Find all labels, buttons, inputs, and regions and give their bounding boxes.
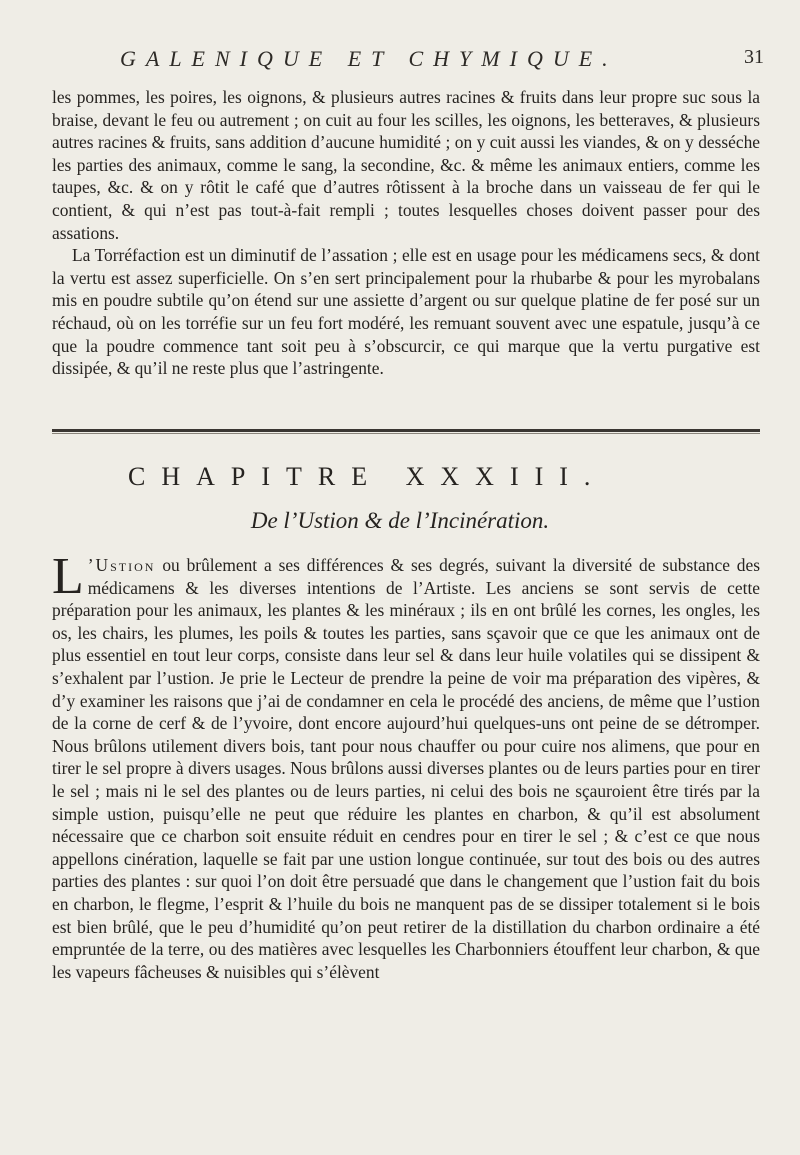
drop-cap: L xyxy=(52,548,84,605)
paragraph-torrefaction: La Torréfaction est un diminutif de l’assation ; elle est en usage pour les médicamens secs, & dont la vertu est assez superficielle. On s’en sert principalement pour la rhubarbe & pour les myrobalans mis en poudre subtile qu’on étend sur une assiette d’argent ou sur quelque platine de fer posé sur un réchaud, où on les torréfie sur un feu fort modéré, les remuant souvent avec une espatule, jusqu’à ce que la poudre commence tant soit peu à s’obscurcir, ce qui marque que la vertu purgative est dissipée, & qu’il ne reste plus que l’astringente. xyxy=(52,245,760,379)
section-divider-thin xyxy=(52,433,760,434)
chapter-body xyxy=(52,548,760,983)
running-title: GALENIQUE ET CHYMIQUE. xyxy=(120,46,618,71)
paragraph-ustion xyxy=(52,548,760,983)
chapter-lead-word: ’Ustion xyxy=(87,555,156,575)
section-divider xyxy=(52,429,760,432)
page-number: 31 xyxy=(744,46,764,68)
chapter-subtitle: De l’Ustion & de l’Incinération. xyxy=(250,508,550,533)
chapter-title: CHAPITRE XXXIII. xyxy=(128,462,607,491)
chapter-body-text: ou brûlement a ses différences & ses degrés, suivant la diversité de substance des médicamens & les diverses intentions de l’Artiste. Les anciens se sont servis de cette préparation pour les animaux, les plantes & les minéraux ; ils en ont brûlé les cornes, les ongles, les os, les chairs, les plumes, les poils & toutes les parties, sans sçavoir que ce que les animaux ont de plus essentiel en tout leur corps, consiste dans leur sel & dans leur huile volatiles qui se dissipent & s’exhalent par l’ustion. Je prie le Lecteur de prendre la peine de voir ma préparation des vipères, & d’y examiner les raisons que j’ai de condamner en cela le procédé des anciens, de même que l’ustion de la corne de cerf & de l’yvoire, dont encore aujourd’hui quelques-uns ont peine de se détromper. Nous brûlons utilement divers bois, tant pour nous chauffer ou pour cuire nos alimens, que pour en tirer le sel propre à divers usages. Nous brûlons aussi diverses plantes ou de leurs parties pour en tirer le sel ; mais ni le sel des plantes ou de leurs parties, ni celui des bois ne sçauroient être tirés par la simple ustion, puisqu’elle ne peut que réduire les plantes en charbon, & qu’il est absolument nécessaire que ce charbon soit ensuite réduit en cendres pour en tirer le sel ; & c’est ce que nous appellons cinération, laquelle se fait par une ustion longue continuée, sur tout des bois ou des autres parties des plantes : sur quoi l’on doit être persuadé que dans le changement que l’ustion fait du bois en charbon, le flegme, l’esprit & l’huile du bois ne manquent pas de se dissiper totalement si le bois est bien brûlé, que le peu d’humidité qu’on peut retirer de la distillation du charbon ordinaire a été empruntée de la terre, ou des matières avec lesquelles les Charbonniers étouffent leur charbon, & que les vapeurs fâcheuses & nuisibles qui s’élèvent xyxy=(52,555,760,982)
body-text-top xyxy=(52,86,760,380)
paragraph-assation: les pommes, les poires, les oignons, & plusieurs autres racines & fruits dans leur propre suc sous la braise, devant le feu ou autrement ; on cuit au four les scilles, les oignons, les betteraves, & plusieurs autres racines & fruits, sans addition d’aucune humidité ; on y cuit aussi les viandes, & on y desséche les parties des animaux, comme le sang, la secondine, &c. & même les animaux entiers, comme les taupes, &c. & on y rôtit le café que d’autres rôtissent à la broche dans un vaisseau de fer qui le contient, & qui n’est pas tout-à-fait rempli ; toutes lesquelles choses doivent passer pour des assations. xyxy=(52,87,760,243)
